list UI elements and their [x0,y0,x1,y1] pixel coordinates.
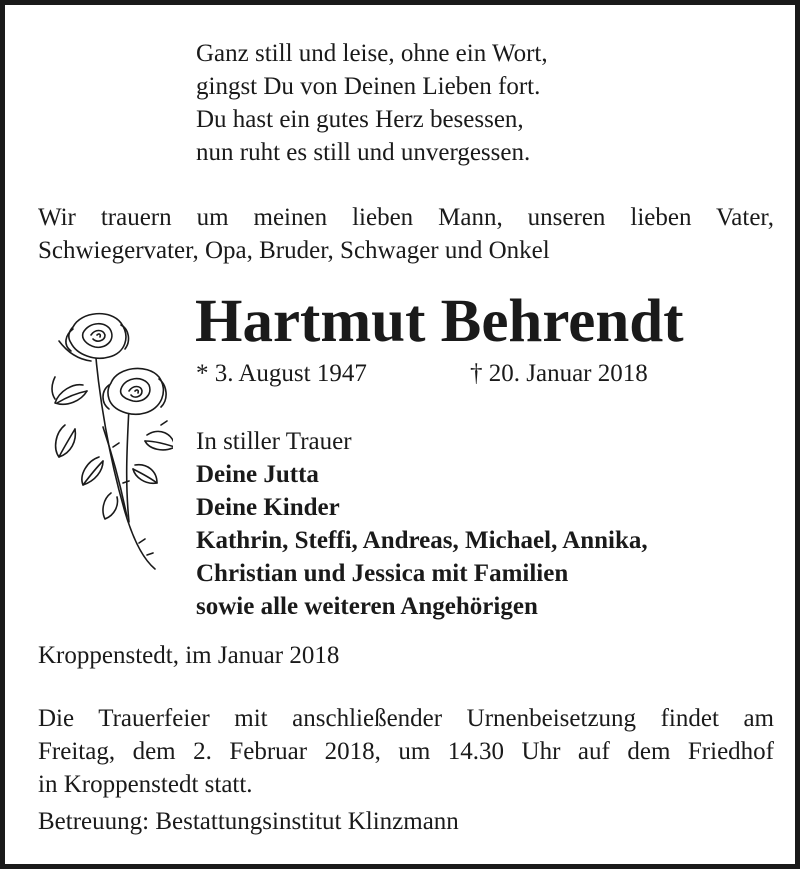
mourning-intro [38,201,774,267]
birth-date: * 3. August 1947 [196,360,367,387]
place-date: Kroppenstedt, im Januar 2018 [38,642,340,669]
mourner-line: Christian und Jessica mit Familien [196,560,569,587]
poem-line: Ganz still und leise, ohne ein Wort, [196,40,548,67]
mourner-line: sowie alle weiteren Angehörigen [196,593,538,620]
ceremony-info [38,702,774,801]
intro-line: Schwiegervater, Opa, Bruder, Schwager und Onkel [38,237,550,264]
poem-line: nun ruht es still und unvergessen. [196,139,531,166]
mourner-line: Deine Jutta [196,461,319,488]
deceased-name: Hartmut Behrendt [195,288,684,355]
mourner-line: Kathrin, Steffi, Andreas, Michael, Annika, [196,527,648,554]
death-date: † 20. Januar 2018 [470,360,648,387]
poem-line: Du hast ein gutes Herz besessen, [196,106,524,133]
memorial-poem [196,37,548,169]
funeral-home-credit: Betreuung: Bestattungsinstitut Klinzmann [38,808,459,835]
intro-line: Wir trauern um meinen lieben Mann, unseren lieben Vater, [38,204,774,231]
ceremony-line: Freitag, dem 2. Februar 2018, um 14.30 Uhr auf dem Friedhof [38,738,774,765]
mourners-heading: In stiller Trauer [196,428,352,455]
mourners-block [196,425,648,623]
rose-illustration-icon [43,307,173,577]
ceremony-line: in Kroppenstedt statt. [38,771,253,798]
poem-line: gingst Du von Deinen Lieben fort. [196,73,541,100]
ceremony-line: Die Trauerfeier mit anschließender Urnenbeisetzung findet am [38,705,774,732]
mourner-line: Deine Kinder [196,494,340,521]
